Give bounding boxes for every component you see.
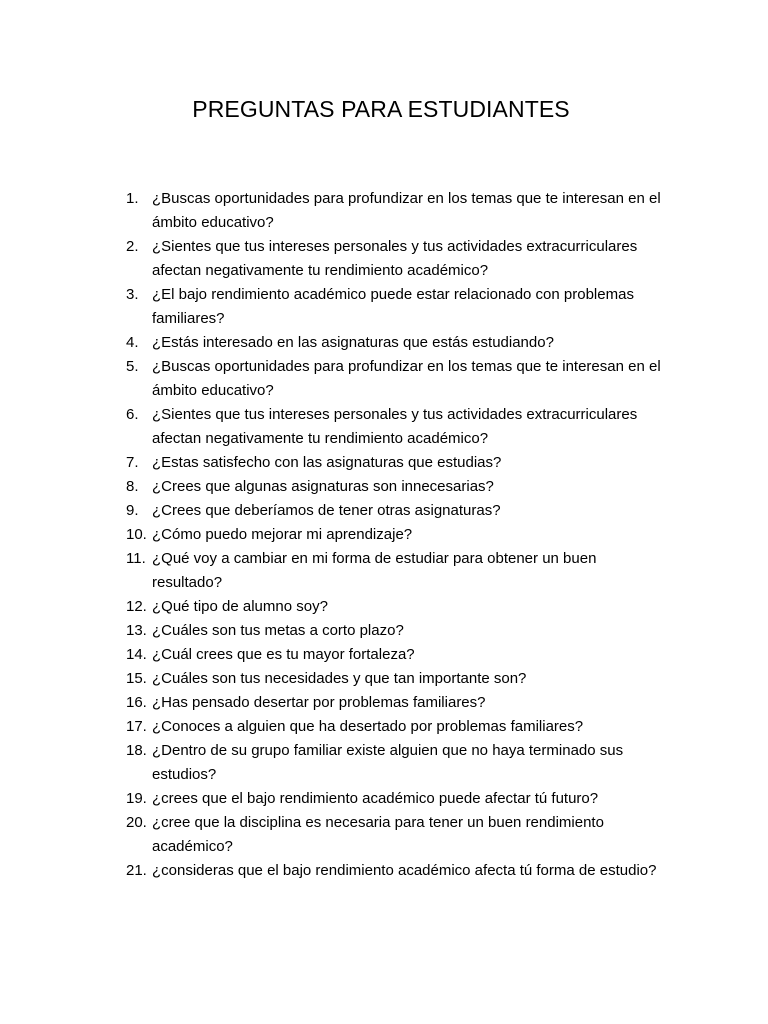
question-item [126,547,666,595]
question-item [126,595,666,619]
question-number: 2. [126,238,139,255]
question-item [126,715,666,739]
question-number: 8. [126,478,139,495]
question-number: 9. [126,502,139,519]
question-number: 18. [126,742,147,759]
question-number: 12. [126,598,147,615]
question-number: 20. [126,814,147,831]
question-number: 15. [126,670,147,687]
question-text: ¿Estas satisfecho con las asignaturas que estudias? [152,454,502,471]
question-text: ¿Qué voy a cambiar en mi forma de estudiar para obtener un buen resultado? [152,550,597,591]
question-number: 16. [126,694,147,711]
question-text: ¿Dentro de su grupo familiar existe alguien que no haya terminado sus estudios? [152,742,624,783]
question-number: 10. [126,526,147,543]
question-text: ¿Cuáles son tus metas a corto plazo? [152,622,404,639]
question-text: ¿Sientes que tus intereses personales y tus actividades extracurriculares afectan negativamente tu rendimiento académico? [152,406,638,447]
question-text: ¿Has pensado desertar por problemas familiares? [152,694,486,711]
question-number: 21. [126,862,147,879]
question-text: ¿El bajo rendimiento académico puede estar relacionado con problemas familiares? [152,286,634,327]
question-number: 4. [126,334,139,351]
document-title: PREGUNTAS PARA ESTUDIANTES [192,96,570,122]
question-item [126,523,666,547]
question-number: 7. [126,454,139,471]
question-number: 3. [126,286,139,303]
question-item [126,667,666,691]
question-item [126,403,666,451]
question-text: ¿Cuáles son tus necesidades y que tan importante son? [152,670,527,687]
question-item [126,451,666,475]
question-item [126,283,666,331]
question-text: ¿Cuál crees que es tu mayor fortaleza? [152,646,415,663]
question-text: ¿Cómo puedo mejorar mi aprendizaje? [152,526,413,543]
question-text: ¿cree que la disciplina es necesaria para tener un buen rendimiento académico? [152,814,604,855]
question-text: ¿Buscas oportunidades para profundizar en los temas que te interesan en el ámbito educativo? [152,190,661,231]
question-text: ¿Sientes que tus intereses personales y tus actividades extracurriculares afectan negativamente tu rendimiento académico? [152,238,638,279]
question-text: ¿consideras que el bajo rendimiento académico afecta tú forma de estudio? [152,862,657,879]
question-item [126,499,666,523]
question-number: 14. [126,646,147,663]
question-text: ¿Qué tipo de alumno soy? [152,598,328,615]
question-item [126,619,666,643]
question-text: ¿Estás interesado en las asignaturas que estás estudiando? [152,334,554,351]
question-item [126,475,666,499]
question-item [126,811,666,859]
question-number: 17. [126,718,147,735]
question-list [126,187,666,883]
question-item [126,187,666,235]
question-item [126,787,666,811]
question-number: 13. [126,622,147,639]
question-item [126,643,666,667]
question-text: ¿Buscas oportunidades para profundizar en los temas que te interesan en el ámbito educativo? [152,358,661,399]
question-item [126,739,666,787]
question-text: ¿Crees que deberíamos de tener otras asignaturas? [152,502,501,519]
question-item [126,331,666,355]
question-number: 5. [126,358,139,375]
question-item [126,859,666,883]
question-number: 19. [126,790,147,807]
question-text: ¿crees que el bajo rendimiento académico puede afectar tú futuro? [152,790,599,807]
question-item [126,355,666,403]
question-number: 1. [126,190,139,207]
question-number: 6. [126,406,139,423]
question-number: 11. [126,550,146,567]
question-item [126,691,666,715]
question-item [126,235,666,283]
question-text: ¿Crees que algunas asignaturas son innecesarias? [152,478,494,495]
question-text: ¿Conoces a alguien que ha desertado por problemas familiares? [152,718,584,735]
